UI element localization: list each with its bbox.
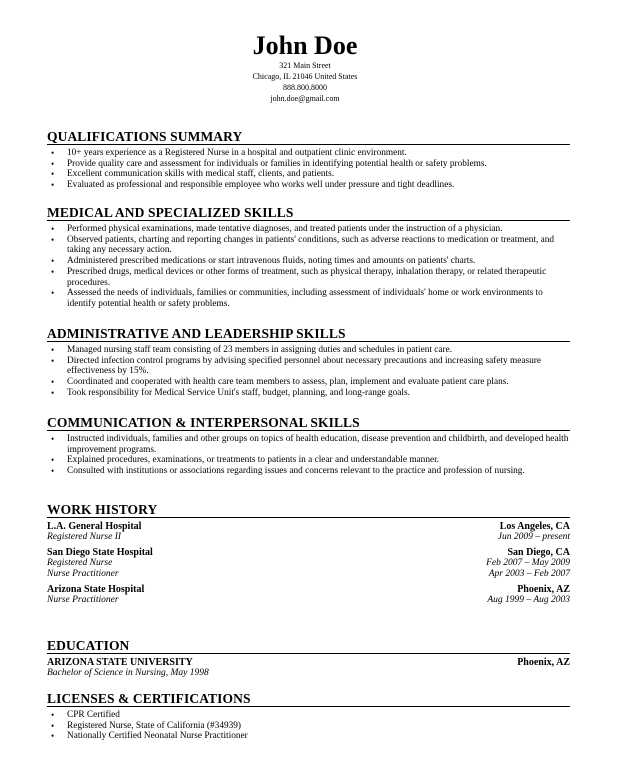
phone-number: 888.800.8000: [283, 83, 327, 92]
section-work-history: [47, 502, 570, 610]
bullet-list: [47, 434, 570, 477]
bullet-icon: •: [51, 180, 55, 191]
school-name: ARIZONA STATE UNIVERSITY: [47, 657, 193, 668]
section-education: [47, 638, 570, 679]
bullet-list: [47, 224, 570, 310]
bullet-icon: •: [51, 158, 55, 169]
resume-header: [0, 32, 620, 104]
list-item: • Provide quality care and assessment for individuals or families in identifying potential health or safety problems.: [51, 158, 487, 169]
job-location: Phoenix, AZ: [517, 584, 570, 595]
section-title: WORK HISTORY: [47, 502, 570, 518]
bullet-list: [47, 345, 570, 399]
list-item: • Took responsibility for Medical Service Unit's staff, budget, planning, and long-range goals.: [51, 387, 410, 398]
list-item: • Observed patients, charting and reporting changes in patients' conditions, such as adverse reactions to medication or treatment, and taking any necessary action.: [51, 234, 555, 256]
school-location: Phoenix, AZ: [517, 657, 570, 668]
section-admin-skills: [47, 326, 570, 399]
list-item: • Managed nursing staff team consisting of 23 members in assigning duties and schedules in patient care.: [51, 345, 453, 355]
job-location: San Diego, CA: [507, 547, 570, 558]
list-item: • Evaluated as professional and responsible employee who works well under pressure and tight deadlines.: [51, 180, 455, 191]
bullet-icon: •: [51, 256, 55, 267]
list-item: • Excellent communication skills with medical staff, clients, and patients.: [51, 169, 335, 180]
bullet-list: [47, 710, 570, 742]
job-title: Nurse Practitioner: [47, 595, 119, 605]
bullet-icon: •: [51, 387, 55, 398]
list-item: • 10+ years experience as a Registered Nurse in a hospital and outpatient clinic environment.: [51, 148, 407, 158]
job-dates: Jun 2009 – present: [497, 532, 570, 542]
bullet-icon: •: [51, 720, 55, 731]
list-item: • Assessed the needs of individuals, families or communities, including assessment of individuals' home or work environments to identify potential health or safety problems.: [51, 288, 543, 309]
employer-name: Arizona State Hospital: [47, 584, 145, 595]
list-item: • Instructed individuals, families and other groups on topics of health education, disease prevention and childbirth, and developed health improvement programs.: [51, 434, 569, 455]
section-title: LICENSES & CERTIFICATIONS: [47, 691, 570, 707]
job-entry: [47, 521, 570, 543]
section-title: ADMINISTRATIVE AND LEADERSHIP SKILLS: [47, 326, 570, 342]
section-title: COMMUNICATION & INTERPERSONAL SKILLS: [47, 415, 570, 431]
address-city: Chicago, IL 21046 United States: [252, 72, 358, 81]
section-medical-skills: [47, 205, 570, 310]
list-item: • Nationally Certified Neonatal Nurse Practitioner: [51, 731, 248, 742]
bullet-icon: •: [51, 169, 55, 180]
section-communication-skills: [47, 415, 570, 477]
section-qualifications: [47, 129, 570, 191]
candidate-name: John Doe: [252, 31, 358, 60]
section-title: MEDICAL AND SPECIALIZED SKILLS: [47, 205, 570, 221]
bullet-icon: •: [51, 345, 55, 355]
bullet-icon: •: [51, 466, 55, 477]
email-address: john.doe@gmail.com: [270, 94, 340, 103]
job-dates: Apr 2003 – Feb 2007: [488, 569, 570, 579]
list-item: • Prescribed drugs, medical devices or other forms of treatment, such as physical therapy, inhalation therapy, or related therapeutic procedures.: [51, 266, 547, 288]
job-title: Registered Nurse: [47, 558, 113, 568]
section-title: EDUCATION: [47, 638, 570, 654]
bullet-icon: •: [51, 288, 55, 299]
employer-name: San Diego State Hospital: [47, 547, 153, 558]
list-item: • Explained procedures, examinations, or treatments to patients in a clear and understandable manner.: [51, 455, 440, 466]
job-title: Nurse Practitioner: [47, 569, 119, 579]
list-item: • Registered Nurse, State of California (#34939): [51, 720, 242, 731]
job-location: Los Angeles, CA: [499, 521, 570, 532]
section-licenses: [47, 691, 570, 742]
bullet-icon: •: [51, 455, 55, 466]
employer-name: L.A. General Hospital: [47, 521, 142, 532]
bullet-icon: •: [51, 355, 55, 366]
list-item: • Administered prescribed medications or start intravenous fluids, noting times and amounts on patients' charts.: [51, 256, 476, 267]
list-item: • Directed infection control programs by advising specified personnel about necessary precautions and increasing safety measure effectiveness by 15%.: [51, 355, 541, 377]
job-dates: Feb 2007 – May 2009: [486, 558, 570, 568]
bullet-icon: •: [51, 224, 55, 234]
list-item: • CPR Certified: [51, 710, 120, 720]
bullet-list: [47, 148, 570, 191]
bullet-icon: •: [51, 377, 55, 388]
bullet-icon: •: [51, 710, 55, 720]
list-item: • Performed physical examinations, made tentative diagnoses, and treated patients under the instruction of a physician.: [51, 224, 503, 234]
bullet-icon: •: [51, 434, 55, 444]
job-title: Registered Nurse II: [47, 532, 122, 542]
bullet-icon: •: [51, 731, 55, 742]
bullet-icon: •: [51, 266, 55, 277]
bullet-icon: •: [51, 234, 55, 245]
address-street: 321 Main Street: [279, 61, 331, 70]
list-item: • Consulted with institutions or associations regarding issues and concerns relevant to the practice and profession of nursing.: [51, 466, 525, 477]
job-entry: [47, 547, 570, 580]
list-item: • Coordinated and cooperated with health care team members to assess, plan, implement and evaluate patient care plans.: [51, 377, 509, 388]
degree: Bachelor of Science in Nursing, May 1998: [47, 668, 209, 678]
job-entry: [47, 584, 570, 606]
bullet-icon: •: [51, 148, 55, 158]
job-dates: Aug 1999 – Aug 2003: [487, 595, 570, 605]
section-title: QUALIFICATIONS SUMMARY: [47, 129, 570, 145]
